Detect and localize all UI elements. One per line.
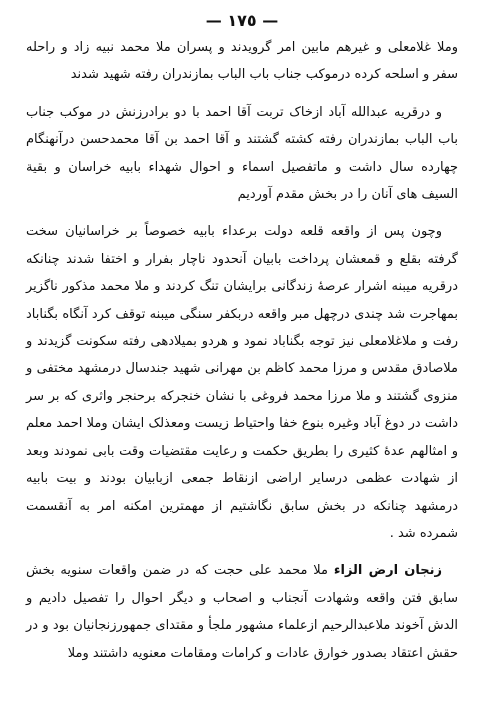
paragraph-3: وچون پس از واقعه قلعه دولت برعداء بابیه خصوصاً بر خراسانیان سخت گرفته بقلع و قمعشان پرداخت بابیان آنحدود ناچار بفرار و اختفا شدند چنانکه درقریه میبنه اشرار عرصهٔ زندگانی برایشان تنگ کردند و ملا محمد مذکور ناگزیر بمهاجرت شد چندی درچهل مبر واقعه دربکفر سنگی میبنه توقف کرد آنگاه بگناباد رفت و ملاغلامعلی نیز توجه بگناباد نمود و هردو بمیلادهی رفته سکونت گزیدند و ملاصادق مقدس و مرزا محمد کاظم بن مهرانی شهید جندسال درمشهد مختفی و منزوی گشتند و ملا مرزا محمد فروغی با نشان خنجرکه برحنجر واثری که بر سر داشت در دوغ آباد وغیره بنوع خفا واحتیاط زیست ومعذلک ایشان وملا احمد معلم و امثالهم عدهٔ کثیری را بطریق حکمت و رعایت مقتضیات وقت بابی نمودند وبعد از شهادت عظمی درسایر اراضی ازنقاط جمعی ازبابیان بودند و بیت بابیه درمشهد چنانکه در بخش سابق نگاشتیم از مهمترین امکنه امر به آنقسمت شمرده شد . <box>26 224 458 541</box>
paragraph-2: و درقریه عبدالله آباد ازخاک تربت آقا احمد با دو برادرزنش در موکب جناب باب الباب بمازندران رفته کشته گشتند و آقا احمد بن آقا محمدحسن درآنهنگام چهارده سال داشت و ماتفصیل اسماء و احوال شهداء بابیه خراسان و بقیة السیف های آنان را در بخش مقدم آوردیم <box>26 104 458 203</box>
paragraph-4-text: ملا محمد علی حجت که در ضمن واقعات سنویه بخش سابق فتن واقعه وشهادت آنجناب و اصحاب و دیگر احوال را تفصیل دادیم و الدش آخوند ملاعبدالرحیم ازعلماء مشهور ملجأ و مقتدای جمهورزنجانیان بود و در حقش اعتقاد بصدور خوارق عادات و کرامات ومقامات معنویه داشتند وملا <box>26 563 458 661</box>
page-number: — ١٧٥ — <box>205 11 279 30</box>
section-heading: زنجان ارض الزاء <box>333 563 442 579</box>
paragraph-1: وملا غلامعلی و غیرهم مابین امر گرویدند و پسران ملا محمد نبیه زاد و راحله سفر و اسلحه کرده درموکب جناب باب الباب بمازندران رفته شهید شدند <box>26 40 458 83</box>
paragraph-4 <box>26 557 458 667</box>
